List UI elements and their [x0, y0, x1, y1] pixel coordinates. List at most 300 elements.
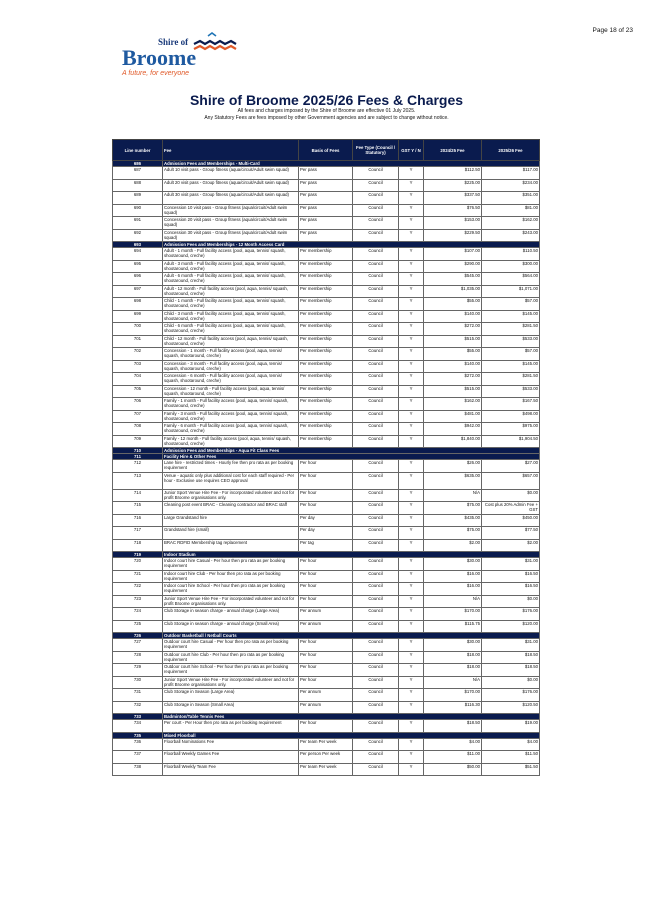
fee-2025-26-cell: $564.00 [482, 273, 540, 286]
fee-2024-25-cell: $942.00 [424, 423, 482, 436]
fee-2025-26-cell: $281.50 [482, 373, 540, 386]
table-row [113, 558, 540, 571]
gst-cell: Y [399, 192, 424, 205]
table-row [113, 689, 540, 702]
table-row [113, 360, 540, 373]
fee-description-cell: Concession 10 visit pass - Group fitness (aqua/circuit/Adult swim squad) [163, 204, 299, 217]
table-row [113, 583, 540, 596]
fee-2025-26-cell: $176.00 [482, 608, 540, 621]
basis-cell: Per hour [299, 595, 353, 608]
table-row [113, 676, 540, 689]
fee-2025-26-cell: $57.00 [482, 348, 540, 361]
fee-2024-25-cell: $272.00 [424, 373, 482, 386]
fee-type-cell: Council [353, 248, 399, 261]
basis-cell: Per day [299, 514, 353, 527]
fee-2024-25-cell: N/A [424, 676, 482, 689]
basis-cell: Per membership [299, 285, 353, 298]
fee-2025-26-cell: $657.00 [482, 472, 540, 489]
fee-2025-26-cell: $117.00 [482, 167, 540, 180]
fee-2024-25-cell: $170.00 [424, 608, 482, 621]
basis-cell: Per pass [299, 192, 353, 205]
basis-cell: Per hour [299, 502, 353, 515]
line-number-cell: 699 [113, 310, 163, 323]
fee-2025-26-cell: $16.50 [482, 583, 540, 596]
table-row [113, 348, 540, 361]
fee-description-cell: Concession - 6 month - Full facility access (pool, aqua, tennis/ squash, shootaround, creche) [163, 373, 299, 386]
fee-type-cell: Council [353, 639, 399, 652]
table-row [113, 410, 540, 423]
fee-description-cell: Adult 30 visit pass - Group fitness (aqua/circuit/Adult swim squad) [163, 192, 299, 205]
line-number-cell: 734 [113, 720, 163, 733]
fee-2025-26-cell: $81.00 [482, 204, 540, 217]
line-number-cell: 690 [113, 204, 163, 217]
line-number-cell: 727 [113, 639, 163, 652]
fee-2025-26-cell: $110.50 [482, 248, 540, 261]
basis-cell: Per hour [299, 583, 353, 596]
basis-cell: Per day [299, 527, 353, 540]
section-line-number: 686 [113, 161, 163, 167]
basis-cell: Per annum [299, 620, 353, 633]
fee-2025-26-cell: $450.00 [482, 514, 540, 527]
subtitle-effective: All fees and charges imposed by the Shire of Broome are effective 01 July 2025. [237, 108, 416, 114]
fee-2025-26-cell: $120.00 [482, 620, 540, 633]
line-number-cell: 715 [113, 502, 163, 515]
table-row [113, 664, 540, 677]
fee-2025-26-cell: $77.50 [482, 527, 540, 540]
gst-cell: Y [399, 558, 424, 571]
line-number-cell: 728 [113, 651, 163, 664]
gst-cell: Y [399, 260, 424, 273]
line-number-cell: 720 [113, 558, 163, 571]
fee-2024-25-cell: $272.00 [424, 323, 482, 336]
table-row [113, 310, 540, 323]
fee-2025-26-cell: $145.00 [482, 360, 540, 373]
fee-2024-25-cell: $515.00 [424, 335, 482, 348]
fee-description-cell: Per court - Per Hour then pro rata as per booking requirement [163, 720, 299, 733]
basis-cell: Per membership [299, 385, 353, 398]
line-number-cell: 692 [113, 229, 163, 242]
fee-2025-26-cell: $19.00 [482, 720, 540, 733]
section-line-number: 726 [113, 633, 163, 639]
fee-2024-25-cell: $170.00 [424, 689, 482, 702]
fee-2025-26-cell: $145.00 [482, 310, 540, 323]
table-row [113, 192, 540, 205]
fee-2024-25-cell: $481.00 [424, 410, 482, 423]
section-line-number: 735 [113, 732, 163, 738]
fee-type-cell: Council [353, 583, 399, 596]
section-title: Facility Hire & Other Fees [163, 454, 540, 460]
fee-2024-25-cell: $16.00 [424, 583, 482, 596]
fee-2025-26-cell: $1,071.00 [482, 285, 540, 298]
fee-type-cell: Council [353, 423, 399, 436]
line-number-cell: 688 [113, 179, 163, 192]
basis-cell: Per membership [299, 348, 353, 361]
fee-2025-26-cell: $0.00 [482, 676, 540, 689]
table-row [113, 217, 540, 230]
basis-cell: Per membership [299, 423, 353, 436]
fee-description-cell: Family - 12 month - Full facility access (pool, aqua, tennis/ squash, shootaround, creche) [163, 435, 299, 448]
gst-cell: Y [399, 763, 424, 776]
basis-cell: Per annum [299, 689, 353, 702]
section-line-number: 710 [113, 448, 163, 454]
fee-description-cell: Indoor court hire Casual - Per hour then pro rata as per booking requirement [163, 558, 299, 571]
basis-cell: Per pass [299, 167, 353, 180]
fee-type-cell: Council [353, 348, 399, 361]
line-number-cell: 712 [113, 460, 163, 473]
basis-cell: Per team Per week [299, 738, 353, 751]
fee-2024-25-cell: $545.00 [424, 273, 482, 286]
gst-cell: Y [399, 423, 424, 436]
gst-cell: Y [399, 435, 424, 448]
section-title: Badminton/Table Tennis Fees [163, 714, 540, 720]
fee-description-cell: Family - 1 month - Full facility access (pool, aqua, tennis/ squash, shootaround, creche) [163, 398, 299, 411]
section-title: Admission Fees and Memberships - 12 Month Access Card [163, 242, 540, 248]
fee-2024-25-cell: $75.00 [424, 502, 482, 515]
section-title: Indoor Stadium [163, 552, 540, 558]
line-number-cell: 731 [113, 689, 163, 702]
fee-type-cell: Council [353, 527, 399, 540]
fee-2024-25-cell: $435.00 [424, 514, 482, 527]
fee-description-cell: Child - 1 month - Full facility access (pool, aqua, tennis/ squash, shootaround, creche) [163, 298, 299, 311]
gst-cell: Y [399, 738, 424, 751]
fee-2025-26-cell: $167.50 [482, 398, 540, 411]
header-fee-2024-25: 2024/25 Fee [424, 140, 482, 161]
fee-2025-26-cell: $300.00 [482, 260, 540, 273]
fee-description-cell: Outdoor court hire Club - Per hour then pro rata as per booking requirement [163, 651, 299, 664]
fee-description-cell: Venue - aquatic only plus additional cost for each staff required - Per hour - Exclusive use requires CEO approval [163, 472, 299, 489]
fee-type-cell: Council [353, 751, 399, 764]
gst-cell: Y [399, 335, 424, 348]
line-number-cell: 704 [113, 373, 163, 386]
fee-2024-25-cell: $11.00 [424, 751, 482, 764]
shire-of-broome-logo [118, 30, 248, 80]
fee-description-cell: Concession - 1 month - Full facility access (pool, aqua, tennis/ squash, shootaround, creche) [163, 348, 299, 361]
fee-2024-25-cell: $2.00 [424, 539, 482, 552]
fee-2024-25-cell: $116.30 [424, 701, 482, 714]
table-row [113, 273, 540, 286]
fee-2025-26-cell: $234.00 [482, 179, 540, 192]
fee-2024-25-cell: $18.00 [424, 664, 482, 677]
line-number-cell: 730 [113, 676, 163, 689]
fee-2025-26-cell: $2.00 [482, 539, 540, 552]
basis-cell: Per membership [299, 398, 353, 411]
fee-type-cell: Council [353, 360, 399, 373]
fee-type-cell: Council [353, 651, 399, 664]
line-number-cell: 698 [113, 298, 163, 311]
fee-type-cell: Council [353, 664, 399, 677]
fee-type-cell: Council [353, 192, 399, 205]
fee-2024-25-cell: $18.00 [424, 651, 482, 664]
fee-2025-26-cell: $4.00 [482, 738, 540, 751]
fee-2025-26-cell: $16.50 [482, 570, 540, 583]
table-row [113, 489, 540, 502]
gst-cell: Y [399, 527, 424, 540]
fee-type-cell: Council [353, 335, 399, 348]
table-row [113, 373, 540, 386]
fee-description-cell: Club Storage in season charge - annual charge (Large Area) [163, 608, 299, 621]
fee-type-cell: Council [353, 570, 399, 583]
fee-description-cell: Family - 3 month - Full facility access (pool, aqua, tennis/ squash, shootaround, creche) [163, 410, 299, 423]
svg-text:Broome: Broome [122, 45, 197, 70]
basis-cell: Per annum [299, 701, 353, 714]
fee-2024-25-cell: $112.50 [424, 167, 482, 180]
fee-2024-25-cell: N/A [424, 595, 482, 608]
line-number-cell: 738 [113, 763, 163, 776]
fee-type-cell: Council [353, 373, 399, 386]
basis-cell: Per membership [299, 323, 353, 336]
fee-2024-25-cell: $1,840.00 [424, 435, 482, 448]
fee-2025-26-cell: $31.00 [482, 639, 540, 652]
fee-description-cell: Outdoor court hire School - Per hour then pro rata as per booking requirement [163, 664, 299, 677]
table-row [113, 385, 540, 398]
fee-2025-26-cell: $27.00 [482, 460, 540, 473]
basis-cell: Per membership [299, 335, 353, 348]
fee-2024-25-cell: $162.00 [424, 398, 482, 411]
fee-2024-25-cell: $30.00 [424, 558, 482, 571]
fee-type-cell: Council [353, 204, 399, 217]
gst-cell: Y [399, 323, 424, 336]
section-title: Admission Fees and Memberships - Aqua Fit Class Fees [163, 448, 540, 454]
fee-description-cell: Adult 10 visit pass - Group fitness (aqua/circuit/Adult swim squad) [163, 167, 299, 180]
basis-cell: Per hour [299, 460, 353, 473]
gst-cell: Y [399, 514, 424, 527]
fee-description-cell: Child - 12 month - Full facility access (pool, aqua, tennis/ squash, shootaround, creche) [163, 335, 299, 348]
fee-description-cell: Lane hire - restricted times - Hourly fee then pro rata as per booking requirement [163, 460, 299, 473]
fee-type-cell: Council [353, 323, 399, 336]
fee-type-cell: Council [353, 179, 399, 192]
gst-cell: Y [399, 298, 424, 311]
header-fee-type: Fee Type (Council / Statutory) [353, 140, 399, 161]
table-row [113, 502, 540, 515]
fee-2025-26-cell: $57.00 [482, 298, 540, 311]
table-row [113, 570, 540, 583]
fee-description-cell: Concession - 12 month - Full facility access (pool, aqua, tennis/ squash, shootaround, creche) [163, 385, 299, 398]
fee-description-cell: Club Storage in Season (Large Area) [163, 689, 299, 702]
table-row [113, 701, 540, 714]
header-line-number: Line number [113, 140, 163, 161]
fee-2025-26-cell: $11.50 [482, 751, 540, 764]
line-number-cell: 736 [113, 738, 163, 751]
fee-description-cell: Concession - 3 month - Full facility access (pool, aqua, tennis/ squash, shootaround, creche) [163, 360, 299, 373]
fee-2025-26-cell: $533.00 [482, 385, 540, 398]
fee-2024-25-cell: $115.75 [424, 620, 482, 633]
gst-cell: Y [399, 398, 424, 411]
fee-2025-26-cell: $533.00 [482, 335, 540, 348]
table-row [113, 595, 540, 608]
gst-cell: Y [399, 651, 424, 664]
fee-2025-26-cell: $18.50 [482, 664, 540, 677]
line-number-cell: 697 [113, 285, 163, 298]
fee-description-cell: Club Storage in Season (Small Area) [163, 701, 299, 714]
fee-2024-25-cell: $635.00 [424, 472, 482, 489]
fee-2024-25-cell: $76.50 [424, 204, 482, 217]
fee-2025-26-cell: $18.50 [482, 651, 540, 664]
fee-description-cell: Adult - 12 month - Full facility access (pool, aqua, tennis/ squash, shootaround, creche) [163, 285, 299, 298]
fee-type-cell: Council [353, 676, 399, 689]
basis-cell: Per pass [299, 179, 353, 192]
table-row [113, 514, 540, 527]
table-row [113, 298, 540, 311]
gst-cell: Y [399, 620, 424, 633]
fee-type-cell: Council [353, 738, 399, 751]
gst-cell: Y [399, 285, 424, 298]
gst-cell: Y [399, 360, 424, 373]
fee-2024-25-cell: $30.00 [424, 639, 482, 652]
line-number-cell: 701 [113, 335, 163, 348]
line-number-cell: 717 [113, 527, 163, 540]
basis-cell: Per hour [299, 472, 353, 489]
fee-2025-26-cell: $51.50 [482, 763, 540, 776]
basis-cell: Per membership [299, 360, 353, 373]
basis-cell: Per pass [299, 204, 353, 217]
fee-2024-25-cell: $290.00 [424, 260, 482, 273]
basis-cell: Per hour [299, 676, 353, 689]
fee-2024-25-cell: $140.00 [424, 310, 482, 323]
table-row [113, 720, 540, 733]
fee-2025-26-cell: Cost plus 20% Admin Fee + GST [482, 502, 540, 515]
basis-cell: Per annum [299, 608, 353, 621]
fee-2024-25-cell: $55.00 [424, 348, 482, 361]
fee-type-cell: Council [353, 229, 399, 242]
gst-cell: Y [399, 676, 424, 689]
line-number-cell: 700 [113, 323, 163, 336]
table-row [113, 527, 540, 540]
fee-description-cell: Adult - 3 month - Full facility access (pool, aqua, tennis/ squash, shootaround, creche) [163, 260, 299, 273]
fee-description-cell: Indoor court hire Club - Per hour then pro rata as per booking requirement [163, 570, 299, 583]
fee-2025-26-cell: $162.00 [482, 217, 540, 230]
fee-description-cell: BRAC RDFID Membership tag replacement [163, 539, 299, 552]
subtitle-statutory: Any Statutory Fees are fees imposed by other Government agencies and are subject to change without notice. [204, 115, 449, 121]
gst-cell: Y [399, 489, 424, 502]
section-line-number: 711 [113, 454, 163, 460]
fee-type-cell: Council [353, 763, 399, 776]
fee-description-cell: Outdoor court hire Casual - Per hour then pro rata as per booking requirement [163, 639, 299, 652]
fee-type-cell: Council [353, 298, 399, 311]
fee-description-cell: Floorball Weekly Games Fee [163, 751, 299, 764]
fee-2025-26-cell: $975.00 [482, 423, 540, 436]
basis-cell: Per hour [299, 651, 353, 664]
table-row [113, 738, 540, 751]
table-row [113, 620, 540, 633]
gst-cell: Y [399, 167, 424, 180]
basis-cell: Per membership [299, 260, 353, 273]
table-row [113, 460, 540, 473]
table-row [113, 435, 540, 448]
basis-cell: Per membership [299, 310, 353, 323]
fee-2024-25-cell: $153.00 [424, 217, 482, 230]
fee-description-cell: Cleaning post event BRAC - Cleaning contractor and BRAC staff [163, 502, 299, 515]
gst-cell: Y [399, 639, 424, 652]
line-number-cell: 718 [113, 539, 163, 552]
table-row [113, 323, 540, 336]
fee-2024-25-cell: $229.50 [424, 229, 482, 242]
page-title: Shire of Broome 2025/26 Fees & Charges [189, 92, 464, 108]
line-number-cell: 689 [113, 192, 163, 205]
fee-type-cell: Council [353, 608, 399, 621]
fee-description-cell: Junior Sport Venue Hire Fee - For incorporated volunteer and not for profit Broome organisations only. [163, 595, 299, 608]
fee-2025-26-cell: $176.00 [482, 689, 540, 702]
fee-description-cell: Adult 20 visit pass - Group fitness (aqua/circuit/Adult swim squad) [163, 179, 299, 192]
header-gst: GST Y / N [399, 140, 424, 161]
fee-2024-25-cell: $16.00 [424, 570, 482, 583]
gst-cell: Y [399, 570, 424, 583]
table-row [113, 423, 540, 436]
fee-2024-25-cell: $140.00 [424, 360, 482, 373]
fee-2025-26-cell: $31.00 [482, 558, 540, 571]
gst-cell: Y [399, 217, 424, 230]
table-row [113, 179, 540, 192]
line-number-cell: 723 [113, 595, 163, 608]
fee-type-cell: Council [353, 720, 399, 733]
svg-text:A future, for everyone: A future, for everyone [122, 70, 190, 77]
gst-cell: Y [399, 720, 424, 733]
gst-cell: Y [399, 751, 424, 764]
svg-text:Shire of: Shire of [158, 37, 189, 47]
fee-type-cell: Council [353, 472, 399, 489]
fee-type-cell: Council [353, 689, 399, 702]
gst-cell: Y [399, 595, 424, 608]
gst-cell: Y [399, 583, 424, 596]
gst-cell: Y [399, 502, 424, 515]
basis-cell: Per pass [299, 229, 353, 242]
fee-2025-26-cell: $243.00 [482, 229, 540, 242]
line-number-cell: 703 [113, 360, 163, 373]
line-number-cell: 706 [113, 398, 163, 411]
fee-type-cell: Council [353, 539, 399, 552]
fee-2024-25-cell: N/A [424, 489, 482, 502]
section-title: Mixed Floorball [163, 732, 540, 738]
table-row [113, 472, 540, 489]
section-line-number: 719 [113, 552, 163, 558]
gst-cell: Y [399, 472, 424, 489]
table-row [113, 260, 540, 273]
table-row [113, 751, 540, 764]
fee-2024-25-cell: $225.00 [424, 179, 482, 192]
fee-description-cell: Indoor court hire School - Per hour then pro rata as per booking requirement [163, 583, 299, 596]
fee-2025-26-cell: $0.00 [482, 595, 540, 608]
gst-cell: Y [399, 248, 424, 261]
line-number-cell: 707 [113, 410, 163, 423]
fee-2024-25-cell: $515.00 [424, 385, 482, 398]
basis-cell: Per hour [299, 639, 353, 652]
fee-description-cell: Child - 3 month - Full facility access (pool, aqua, tennis/ squash, shootaround, creche) [163, 310, 299, 323]
gst-cell: Y [399, 701, 424, 714]
gst-cell: Y [399, 539, 424, 552]
basis-cell: Per membership [299, 373, 353, 386]
fee-2025-26-cell: $351.00 [482, 192, 540, 205]
table-row [113, 167, 540, 180]
line-number-cell: 721 [113, 570, 163, 583]
line-number-cell: 705 [113, 385, 163, 398]
fee-type-cell: Council [353, 285, 399, 298]
fee-description-cell: Adult - 6 month - Full facility access (pool, aqua, tennis/ squash, shootaround, creche) [163, 273, 299, 286]
gst-cell: Y [399, 229, 424, 242]
table-row [113, 651, 540, 664]
fee-2024-25-cell: $4.00 [424, 738, 482, 751]
fee-type-cell: Council [353, 260, 399, 273]
gst-cell: Y [399, 410, 424, 423]
table-row [113, 608, 540, 621]
fee-description-cell: Floorball Weekly Team Fee [163, 763, 299, 776]
fee-type-cell: Council [353, 398, 399, 411]
gst-cell: Y [399, 348, 424, 361]
fee-type-cell: Council [353, 460, 399, 473]
line-number-cell: 696 [113, 273, 163, 286]
table-row [113, 229, 540, 242]
fee-type-cell: Council [353, 410, 399, 423]
table-row [113, 763, 540, 776]
fee-description-cell: Concession 30 visit pass - Group fitness (aqua/circuit/Adult swim squad) [163, 229, 299, 242]
